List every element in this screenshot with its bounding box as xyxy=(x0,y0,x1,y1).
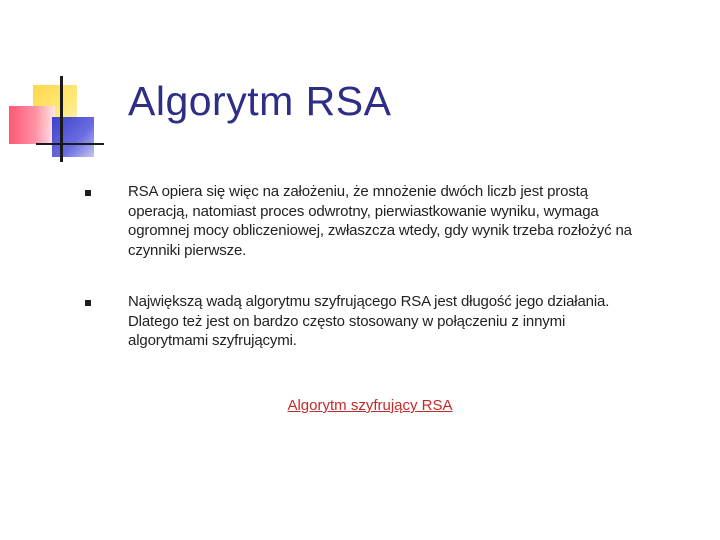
list-item xyxy=(85,292,645,351)
slide-title: Algorytm RSA xyxy=(128,78,392,124)
bullet-list xyxy=(85,182,645,383)
rsa-link[interactable]: Algorytm szyfrujący RSA xyxy=(287,397,453,414)
decorative-squares-logo xyxy=(0,0,110,170)
red-square-shape xyxy=(9,106,55,144)
bullet-text: Największą wadą algorytmu szyfrującego RSA jest długość jego działania. Dlatego też jest on bardzo często stosowany w połączeniu z innymi algorytmami szyfrującymi. xyxy=(128,293,610,349)
horizontal-line-shape xyxy=(36,143,104,145)
vertical-line-shape xyxy=(60,76,63,162)
square-bullet-icon xyxy=(85,190,91,196)
square-bullet-icon xyxy=(85,300,91,306)
blue-square-shape xyxy=(52,117,94,157)
list-item xyxy=(85,182,645,260)
bullet-text: RSA opiera się więc na założeniu, że mnożenie dwóch liczb jest prostą operacją, natomiast proces odwrotny, pierwiastkowanie wyniku, wymaga ogromnej mocy obliczeniowej, zwłaszcza wtedy, gdy wynik trzeba rozłożyć na czynniki pierwsze. xyxy=(128,183,632,259)
